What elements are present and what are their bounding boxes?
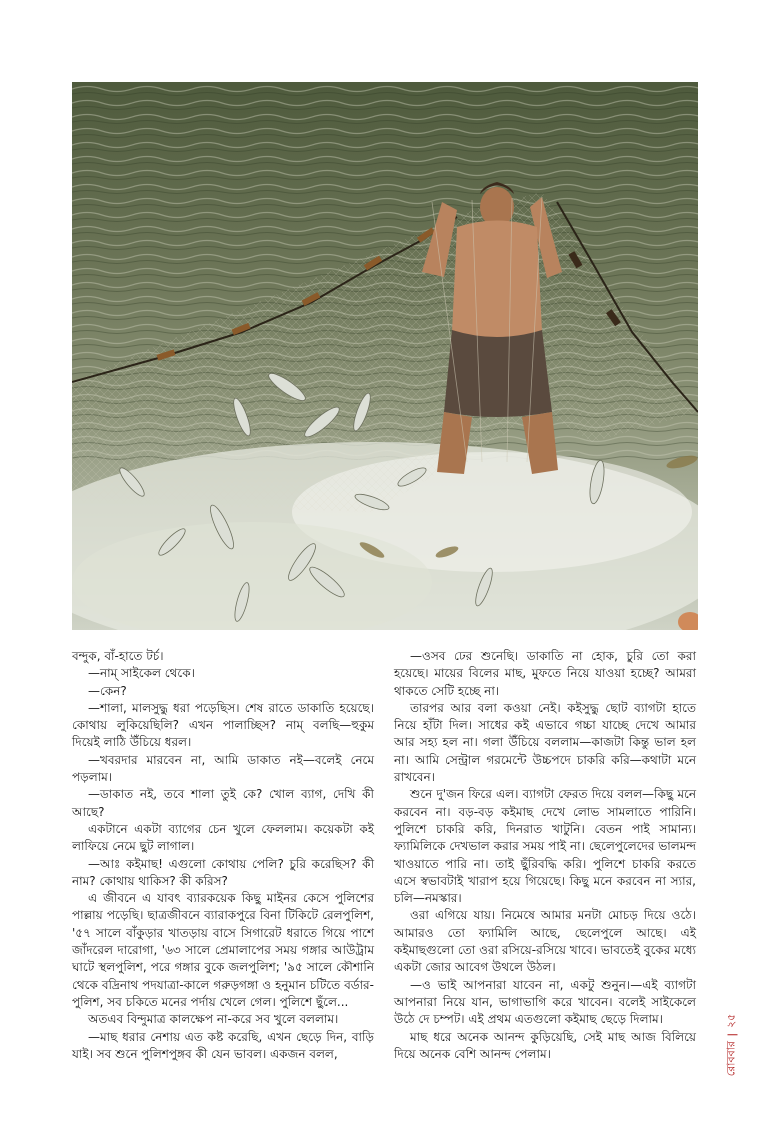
paragraph: শুনে দু'জন ফিরে এল। ব্যাগটা ফেরত দিয়ে বলল—কিছু মনে করবেন না। বড়-বড় কইমাছ দেখে লোভ সামলাতে পারিনি। পুলিশে চাকরি করি, দিনরাত খাটুনি। বেতন পাই সামান্য। ফ্যামিলিকে দেখভাল করার সময় পাই না। ছেলেপুলেদের ভালমন্দ খাওয়াতে পারি না। তাই ছুঁরিবদ্ধি করি। পুলিশে চাকরি করতে এসে স্বভাবটাই খারাপ হয়ে গিয়েছে। কিছু মনে করবেন না স্যার, চলি—নমস্কার।	[394, 787, 696, 906]
article-photo	[72, 82, 698, 630]
paragraph: ওরা এগিয়ে যায়। নিমেষে আমার মনটা মোচড় দিয়ে ওঠে। আমারও তো ফ্যামিলি আছে, ছেলেপুলে আছে। এই কইমাছগুলো তো ওরা রসিয়ে-রসিয়ে খাবে। ভাবতেই বুকের মধ্যে একটা জোর আবেগ উথলে উঠল।	[394, 908, 696, 975]
paragraph: —শালা, মালসুদ্ধু ধরা পড়েছিস। শেষ রাতে ডাকাতি হয়েছে। কোথায় লুকিয়েছিলি? এখন পালাচ্ছিস? নাম্‌ বলছি—হুকুম দিয়েই লাঠি উঁচিয়ে ধরল।	[72, 700, 374, 750]
paragraph: —ওসব ঢের শুনেছি। ডাকাতি না হোক, চুরি তো করা হয়েছে। মায়ের বিলের মাছ, মুফতে নিয়ে যাওয়া হচ্ছে? আমরা থাকতে সেটি হচ্ছে না।	[394, 649, 696, 698]
paragraph: —খবরদার মারবেন না, আমি ডাকাত নই—বলেই নেমে পড়লাম।	[72, 752, 374, 785]
paragraph: একটানে একটা ব্যাগের চেন খুলে ফেললাম। কয়েকটা কই লাফিয়ে নেমে ছুট লাগাল।	[72, 821, 374, 854]
fisherman-net-photo	[72, 82, 698, 630]
paragraph: এ জীবনে এ যাবৎ ব্যারকয়েক কিছু মাইনর কেসে পুলিশের পাল্লায় পড়েছি। ছাত্রজীবনে ব্যারাকপুরে বিনা টিকিটে রেলপুলিশ, '৫৭ সালে বাঁকুড়ার খাতড়ায় বাসে সিগারেট ধরাতে গিয়ে পাশে জাঁদরেল দারোগা, '৬৩ সালে প্রেমালাপের সময় গঙ্গার আউট্রাম ঘাটে স্থলপুলিশ, পরে গঙ্গার বুকে জলপুলিশ; '৯৫ সালে কৌশানি থেকে বদ্রিনাথ পদযাত্রা-কালে গরুড়গঙ্গা ও হনুমান চটিতে বর্ডার-পুলিশ, সব চকিতে মনের পর্দায় খেলে গেল। পুলিশে ছুঁলে...	[72, 891, 374, 1009]
paragraph: অতএব বিন্দুমাত্র কালক্ষেপ না-করে সব খুলে বললাম।	[88, 1012, 339, 1027]
article-column-right	[394, 648, 696, 1063]
paragraph: —মাছ ধরার নেশায় এত কষ্ট করেছি, এখন ছেড়ে দিন, বাড়ি যাই। সব শুনে পুলিশপুঙ্গব কী যেন ভাবল। একজন বলল,	[72, 1029, 374, 1061]
page-number: ২৫	[724, 1013, 738, 1029]
paragraph: —কেন?	[88, 683, 127, 698]
paragraph: —নাম্‌ সাইকেল থেকে।	[88, 666, 195, 681]
page-folio	[722, 985, 742, 1105]
paragraph: —ও ভাই আপনারা যাবেন না, একটু শুনুন।—এই ব্যাগটা আপনারা নিয়ে যান, ভাগাভাগি করে খাবেন। বলেই সাইকেলে উঠে দে চম্পট। এই প্রথম এতগুলো কইমাছ ছেড়ে দিলাম।	[394, 977, 696, 1027]
paragraph: —আঃ কইমাছ! এগুলো কোথায় পেলি? চুরি করেছিস? কী নাম? কোথায় থাকিস? কী করিস?	[72, 856, 374, 888]
paragraph: —ডাকাত নই, তবে শালা তুই কে? খোল ব্যাগ, দেখি কী আছে?	[72, 787, 374, 819]
paragraph: মাছ ধরে অনেক আনন্দ কুড়িয়েছি, সেই মাছ আজ বিলিয়ে দিয়ে অনেক বেশি আনন্দ পেলাম।	[394, 1029, 696, 1061]
paragraph: তারপর আর বলা কওয়া নেই। কইসুদ্ধু ছোট ব্যাগটা হাতে নিয়ে হাঁটা দিল। সাধের কই এভাবে গচ্চা যাচ্ছে দেখে আমার আর সহ্য হল না। গলা উঁচিয়ে বললাম—কাজটা কিন্তু ভাল হল না। আমি সেন্ট্রাল গরমেন্টে উচ্চপদে চাকরি করি—কথাটা মনে রাখবেন।	[394, 700, 696, 785]
folio-divider	[727, 1034, 737, 1035]
paragraph: বন্দুক, বাঁ-হাতে টর্চ।	[72, 649, 164, 663]
article-column-left	[72, 648, 374, 1063]
folio-section-name: রোববার	[724, 1041, 738, 1077]
